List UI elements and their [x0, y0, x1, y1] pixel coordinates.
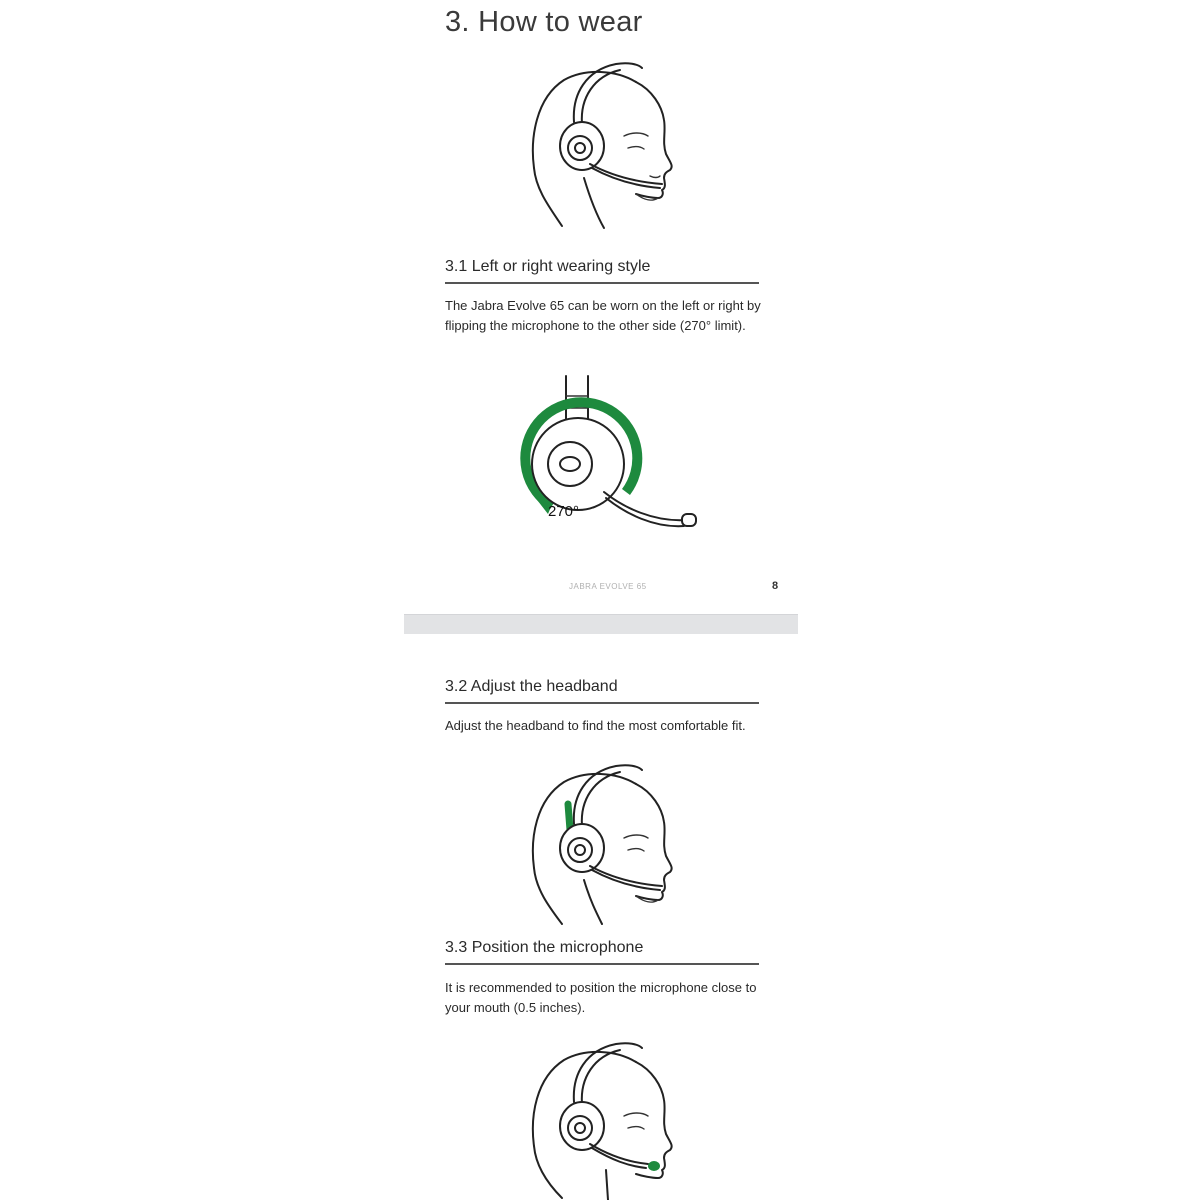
section-heading-wearing-style: 3.1 Left or right wearing style [445, 257, 759, 284]
page-separator [404, 614, 798, 635]
section-text-headband: Adjust the headband to find the most comfortable fit. [445, 718, 746, 733]
section-text-microphone: It is recommended to position the microphone close to your mouth (0.5 inches). [445, 980, 757, 1015]
microphone-boom [590, 866, 662, 890]
rotation-angle-label: 270° [548, 503, 580, 520]
earcup [560, 122, 604, 170]
chapter-title: 3. How to wear [445, 6, 643, 38]
manual-page-9 [404, 634, 798, 1200]
footer-page-number: 8 [772, 580, 779, 592]
earcup-rotation-illustration [514, 372, 704, 532]
microphone-position-illustration [524, 1038, 684, 1200]
headband-adjust-illustration [524, 760, 684, 928]
section-text-wearing-style: The Jabra Evolve 65 can be worn on the left or right by flipping the microphone to the other side (270° limit). [445, 298, 761, 333]
earcup [560, 1102, 604, 1150]
manual-page-8 [404, 0, 798, 614]
section-heading-microphone: 3.3 Position the microphone [445, 938, 759, 965]
microphone-boom [604, 492, 696, 526]
headset-head-illustration [524, 58, 684, 230]
earcup [560, 824, 604, 872]
section-heading-headband: 3.2 Adjust the headband [445, 677, 759, 704]
footer-document-name: JABRA EVOLVE 65 [569, 582, 647, 591]
microphone-boom [590, 1144, 660, 1171]
